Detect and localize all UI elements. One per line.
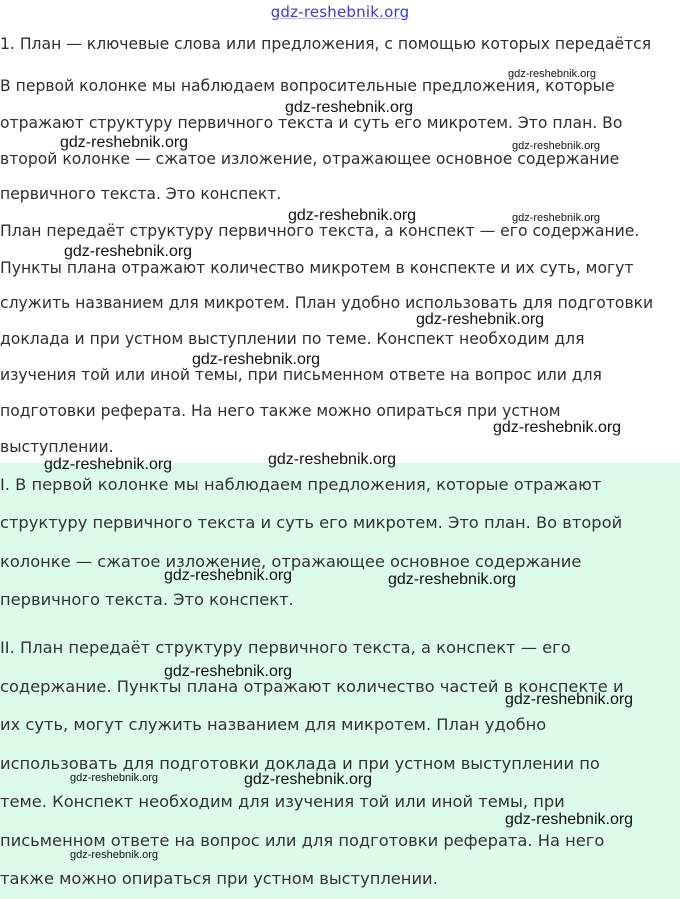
watermark: gdz-reshebnik.org <box>44 456 173 473</box>
watermark: gdz-reshebnik.org <box>164 663 293 680</box>
text-line: I. В первой колонке мы наблюдаем предложения, которые отражают <box>0 475 602 494</box>
green-answer-panel <box>0 463 680 899</box>
watermark: gdz-reshebnik.org <box>493 419 622 436</box>
watermark: gdz-reshebnik.org <box>244 771 373 788</box>
watermark: gdz-reshebnik.org <box>285 99 414 116</box>
text-line: 1. План — ключевые слова или предложения, с помощью которых передаётся <box>0 35 652 53</box>
text-line: также можно опираться при устном выступлении. <box>0 869 438 888</box>
text-line: изучения той или иной темы, при письменном ответе на вопрос или для <box>0 366 602 384</box>
watermark: gdz-reshebnik.org <box>512 212 601 224</box>
text-line: служить названием для микротем. План удобно использовать для подготовки <box>0 294 654 312</box>
watermark: gdz-reshebnik.org <box>288 207 417 224</box>
text-line: отражают структуру первичного текста и суть его микротем. Это план. Во <box>0 114 623 132</box>
text-line: План передаёт структуру первичного текста, а конспект — его содержание. <box>0 222 640 240</box>
watermark: gdz-reshebnik.org <box>64 243 193 260</box>
watermark: gdz-reshebnik.org <box>388 571 517 588</box>
text-line: второй колонке — сжатое изложение, отражающее основное содержание <box>0 150 620 168</box>
site-header <box>0 0 680 26</box>
watermark: gdz-reshebnik.org <box>70 772 159 784</box>
text-line: их суть, могут служить названием для микротем. План удобно <box>0 715 547 734</box>
text-line: использовать для подготовки доклада и при устном выступлении по <box>0 754 600 773</box>
text-line: теме. Конспект необходим для изучения той или иной темы, при <box>0 792 565 811</box>
text-line: доклада и при устном выступлении по теме. Конспект необходим для <box>0 330 585 348</box>
text-line: первичного текста. Это конспект. <box>0 590 294 609</box>
text-line: подготовки реферата. На него также можно опираться при устном <box>0 402 561 420</box>
watermark: gdz-reshebnik.org <box>512 140 601 152</box>
text-line: В первой колонке мы наблюдаем вопросительные предложения, которые <box>0 77 615 95</box>
text-line: письменном ответе на вопрос или для подготовки реферата. На него <box>0 831 605 850</box>
text-line: первичного текста. Это конспект. <box>0 185 282 203</box>
watermark: gdz-reshebnik.org <box>268 451 397 468</box>
watermark: gdz-reshebnik.org <box>60 134 189 151</box>
text-line: II. План передаёт структуру первичного текста, а конспект — его <box>0 638 571 657</box>
watermark: gdz-reshebnik.org <box>70 849 159 861</box>
text-line: структуру первичного текста и суть его микротем. Это план. Во второй <box>0 513 623 532</box>
watermark: gdz-reshebnik.org <box>416 311 545 328</box>
watermark: gdz-reshebnik.org <box>508 68 597 80</box>
watermark: gdz-reshebnik.org <box>192 351 321 368</box>
text-line: выступлении. <box>0 438 114 456</box>
text-line: Пункты плана отражают количество микротем в конспекте и их суть, могут <box>0 259 634 277</box>
text-line: колонке — сжатое изложение, отражающее основное содержание <box>0 552 582 571</box>
watermark: gdz-reshebnik.org <box>505 691 634 708</box>
watermark: gdz-reshebnik.org <box>164 567 293 584</box>
watermark: gdz-reshebnik.org <box>505 811 634 828</box>
site-name-link[interactable]: gdz-reshebnik.org <box>270 3 410 21</box>
text-line: содержание. Пункты плана отражают количество частей в конспекте и <box>0 677 624 696</box>
